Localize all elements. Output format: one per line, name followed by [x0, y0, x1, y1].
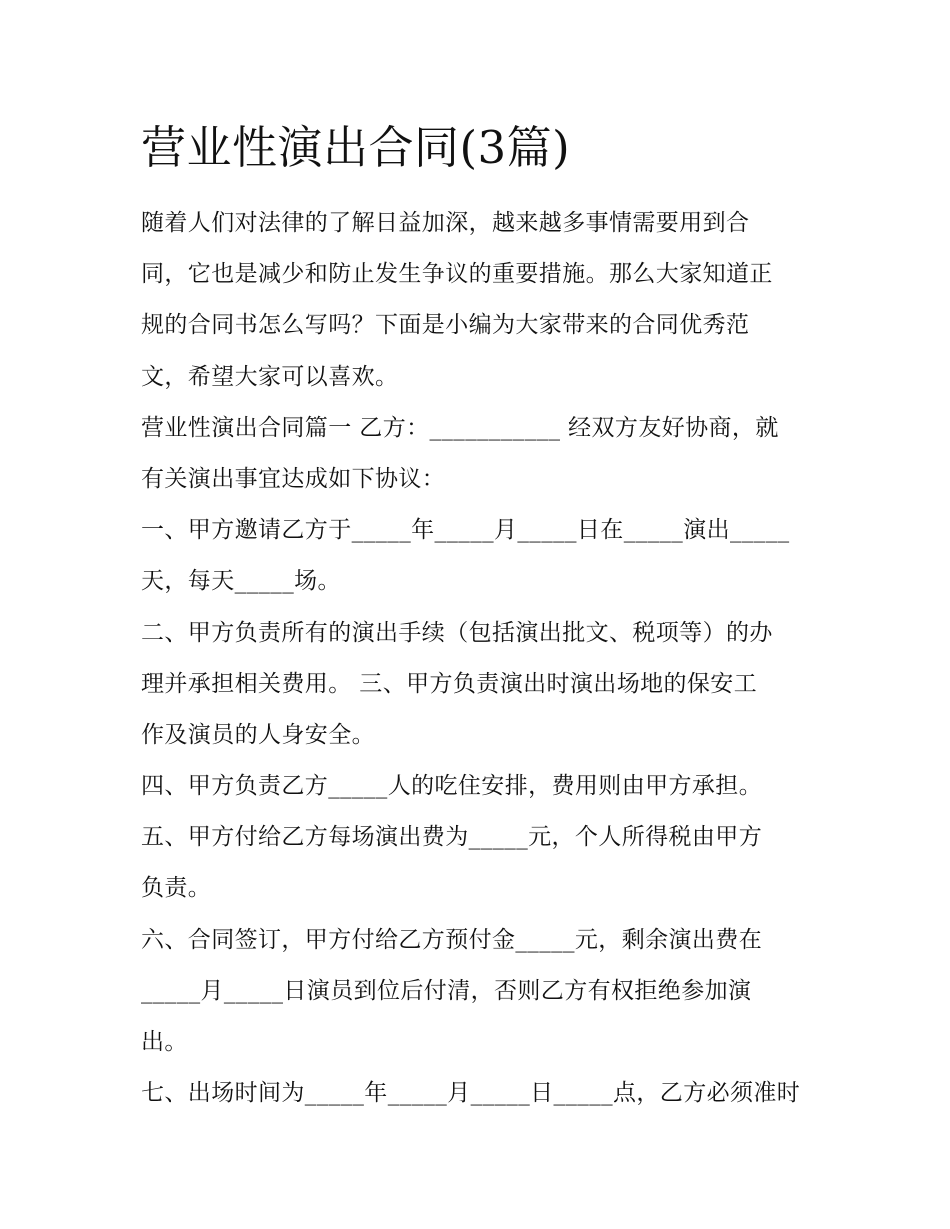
text-line: 二、甲方负责所有的演出手续（包括演出批文、税项等）的办 — [141, 619, 773, 646]
text-line: 七、出场时间为_____年_____月_____日_____点，乙方必须准时 — [141, 1080, 801, 1107]
text-line: _____月_____日演员到位后付清，否则乙方有权拒绝参加演 — [141, 977, 752, 1004]
text-line: 负责。 — [141, 875, 212, 902]
text-line: 理并承担相关费用。 三、甲方负责演出时演出场地的保安工 — [141, 670, 758, 697]
text-line: 规的合同书怎么写吗？下面是小编为大家带来的合同优秀范 — [141, 312, 750, 339]
text-line: 天，每天_____场。 — [141, 568, 341, 595]
text-line: 文，希望大家可以喜欢。 — [141, 363, 399, 390]
text-line: 六、合同签订，甲方付给乙方预付金_____元，剩余演出费在 — [141, 926, 763, 953]
document-body — [141, 198, 821, 1119]
text-line: 有关演出事宜达成如下协议： — [141, 465, 446, 492]
text-line: 作及演员的人身安全。 — [141, 721, 375, 748]
text-line: 五、甲方付给乙方每场演出费为_____元，个人所得税由甲方 — [141, 824, 763, 851]
text-line: 同，它也是减少和防止发生争议的重要措施。那么大家知道正 — [141, 261, 773, 288]
text-line: 营业性演出合同篇一 乙方：___________ 经双方友好协商，就 — [141, 414, 779, 441]
document-title: 营业性演出合同(3篇) — [141, 121, 571, 174]
text-line: 出。 — [141, 1029, 188, 1055]
text-line: 一、甲方邀请乙方于_____年_____月_____日在_____演出_____ — [141, 517, 790, 544]
text-line: 随着人们对法律的了解日益加深，越来越多事情需要用到合 — [141, 210, 750, 236]
text-line: 四、甲方负责乙方_____人的吃住安排，费用则由甲方承担。 — [141, 773, 763, 800]
